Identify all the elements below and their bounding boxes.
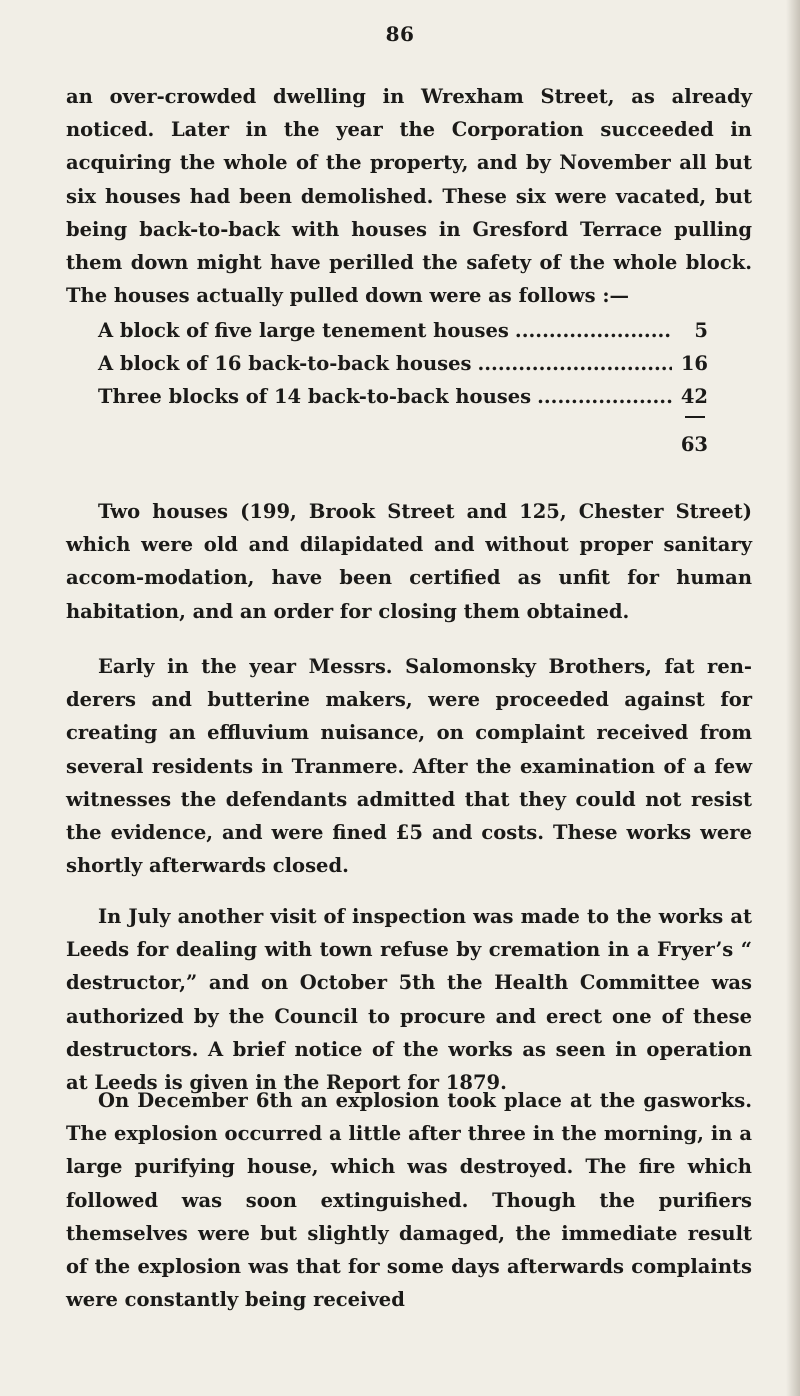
page-number: 86 (385, 22, 415, 46)
table-row (98, 314, 708, 347)
paragraph-brook-street: Two houses (199, Brook Street and 125, Chester Street) which were old and dilapidated and without proper sanitary accom-modation, have been certified as unfit for human habitation, and an order for closing them obtained. (66, 500, 752, 623)
table-row (98, 347, 708, 380)
total-count: 63 (680, 432, 708, 456)
row-count: 16 (680, 352, 708, 376)
paragraph-leeds-destructor: In July another visit of inspection was made to the works at Leeds for dealing with town refuse by cremation in a Fryer’s “ destructor,” and on October 5th the Health Committee was authorized by the Council to procure and erect one of these destructors. A brief notice of the works as seen in operation at Leeds is given in the Report for 1879. (66, 905, 752, 1095)
row-description: A block of 16 back-to-back houses (98, 352, 472, 376)
leader-dots (537, 380, 672, 413)
paragraph-wrexham-street: an over-crowded dwelling in Wrexham Street, as already noticed. Later in the year the Corporation succeeded in acquiring the whole of the property, and by November all but six houses had been demolished. These six were vacated, but being back-to-back with houses in Gresford Terrace pulling them down might have perilled the safety of the whole block. The houses actually pulled down were as follows :— (66, 85, 752, 308)
sum-rule (685, 416, 705, 428)
demolished-houses-table (98, 314, 708, 461)
paragraph-salomonsky-brothers: Early in the year Messrs. Salomonsky Brothers, fat ren-derers and butterine makers, were proceeded against for creating an effluvium nuisance, on complaint received from several residents in Tranmere. After the examination of a few witnesses the defendants admitted that they could not resist the evidence, and were fined £5 and costs. These works were shortly afterwards closed. (66, 655, 752, 878)
leader-dots (515, 314, 672, 347)
total-row (98, 428, 708, 461)
leader-dots (477, 347, 672, 380)
sum-rule-row (98, 414, 708, 428)
row-count: 42 (680, 385, 708, 409)
row-description: A block of five large tenement houses (98, 319, 509, 342)
row-description: Three blocks of 14 back-to-back houses (98, 385, 532, 409)
table-row (98, 380, 708, 413)
page-edge-shadow (786, 0, 800, 1396)
paragraph-gasworks-explosion: On December 6th an explosion took place at the gasworks. The explosion occurred a little after three in the morning, in a large purifying house, which was destroyed. The fire which followed was soon extinguished. Though the purifiers themselves were but slightly damaged, the immediate result of the explosion was that for some days afterwards complaints were constantly being received (66, 1089, 752, 1312)
row-count: 5 (694, 319, 708, 342)
